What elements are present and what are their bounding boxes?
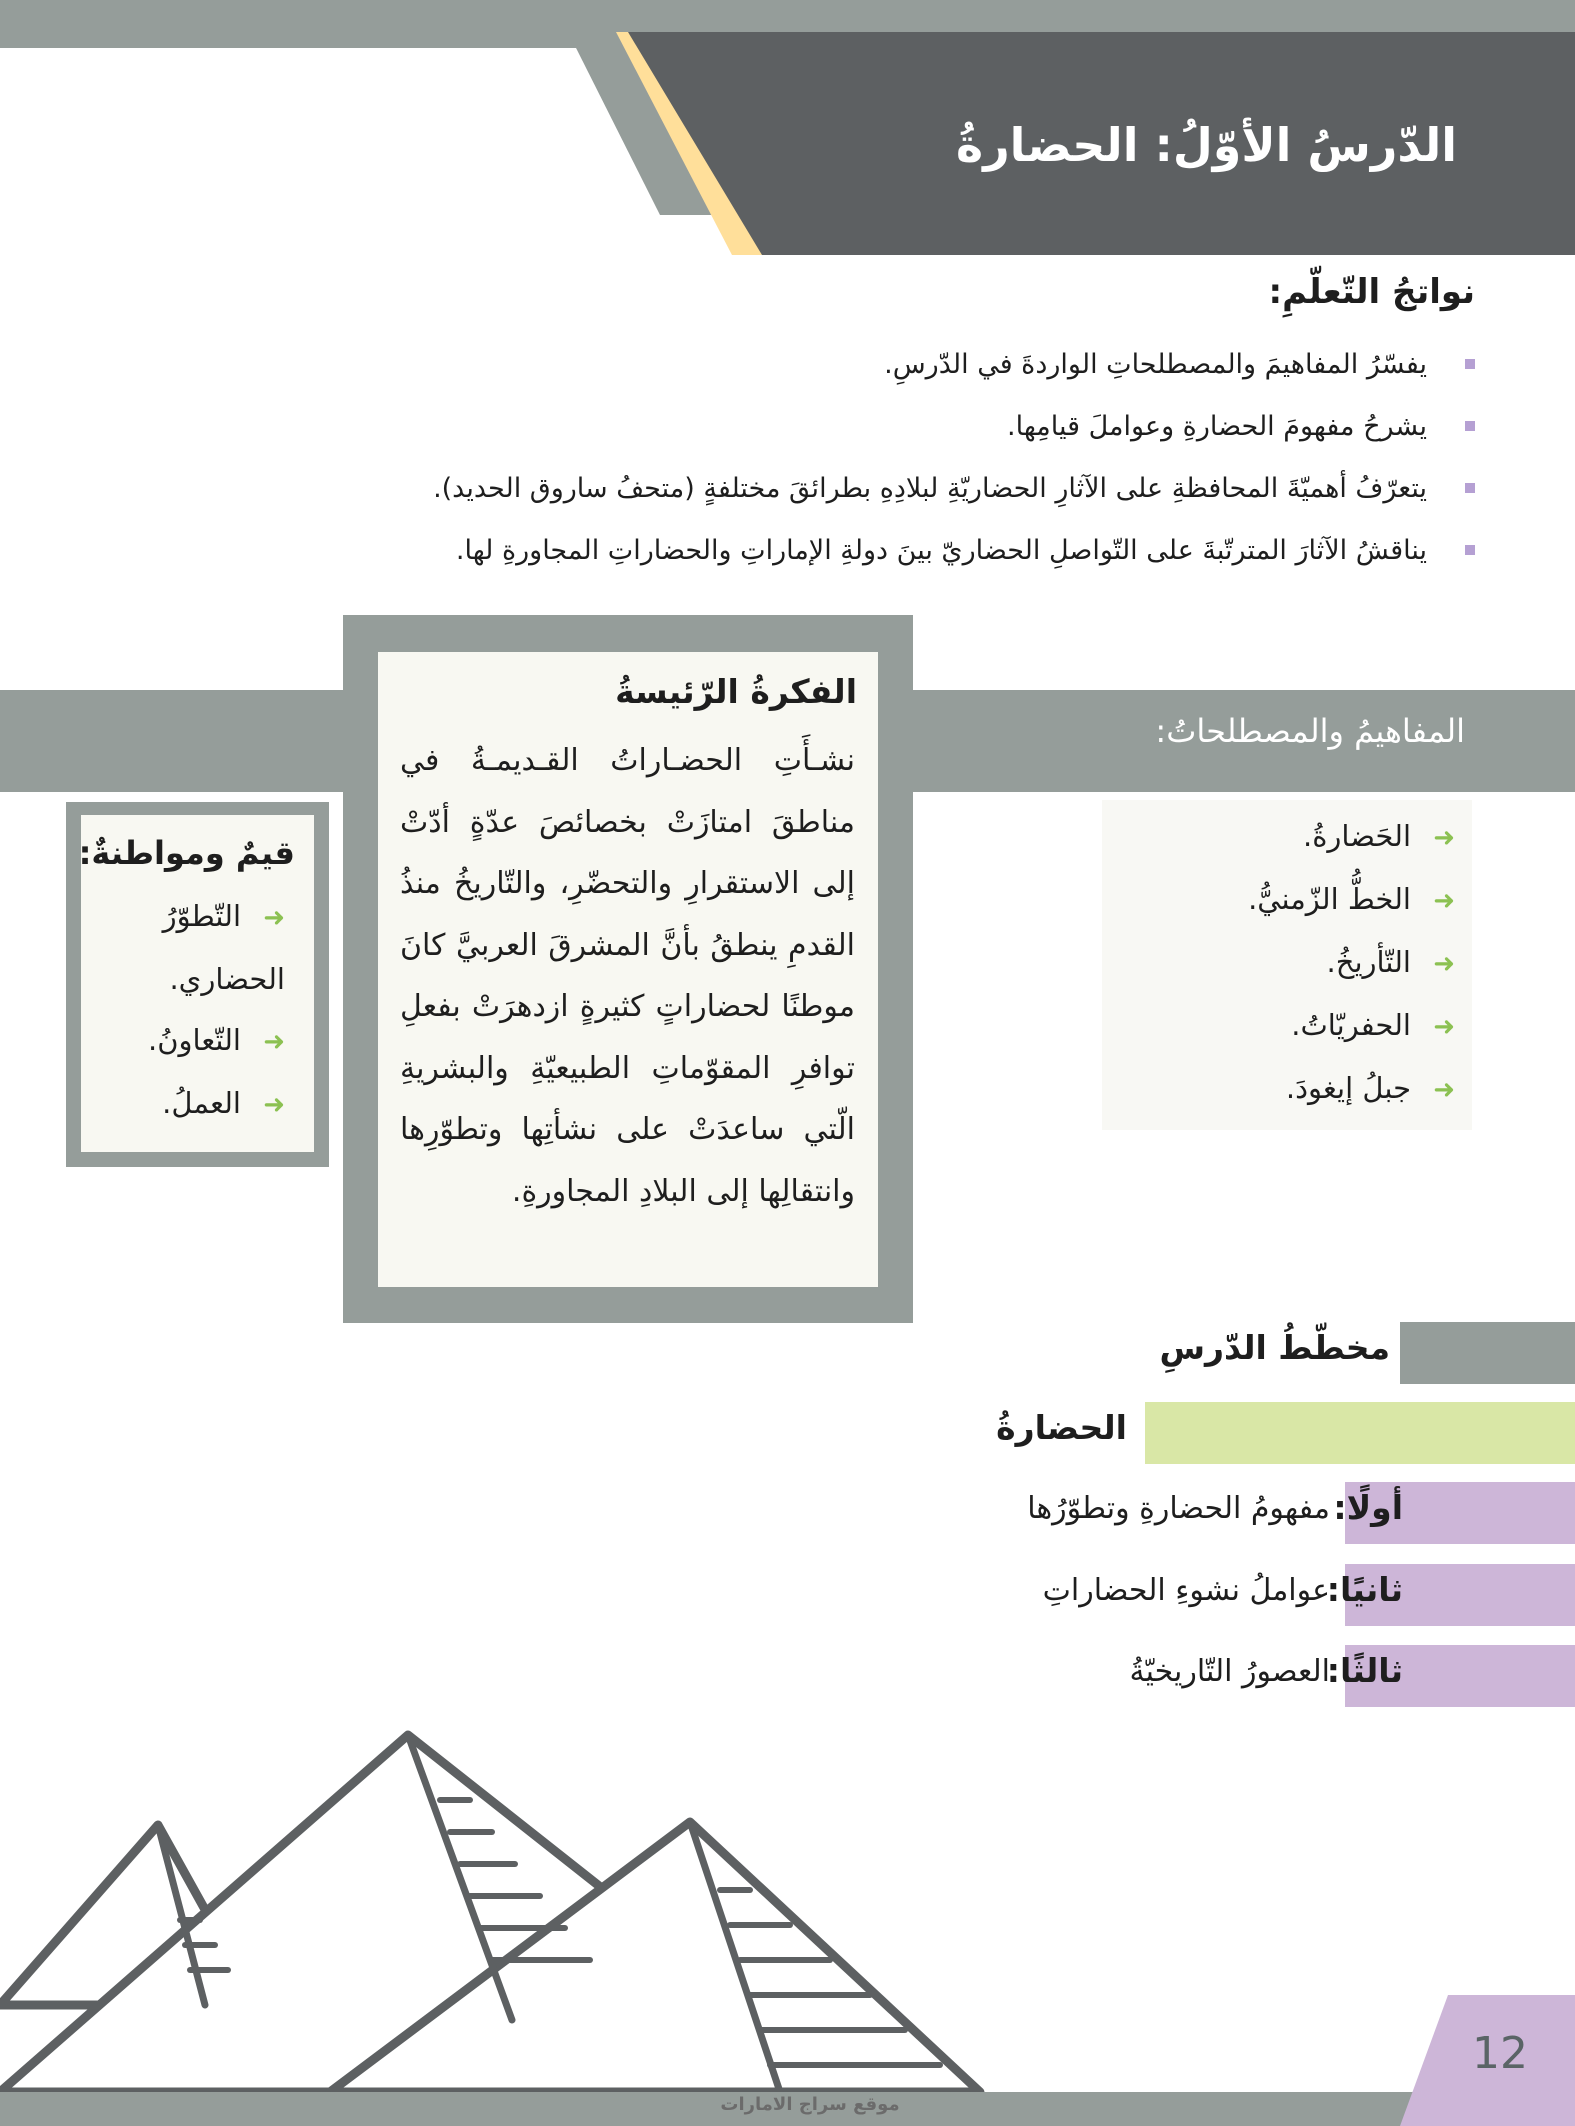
outcome-text: يتعرّفُ أهميّةَ المحافظةِ على الآثارِ الحضاريّةِ لبلادِهِ بطرائقَ مختلفةٍ (متحفُ ساروق الحديد). [433, 473, 1427, 504]
outcome-item [145, 396, 1475, 458]
values-heading: قيمٌ ومواطنةٌ: [78, 834, 295, 872]
plan-label-third: ثالثًا: [1326, 1651, 1403, 1690]
value-item [95, 1073, 285, 1136]
outcome-text: يناقشُ الآثارَ المترتّبةَ على التّواصلِ الحضاريّ بينَ دولةِ الإماراتِ والحضاراتِ المجاورةِ لها. [455, 535, 1427, 566]
main-idea-text: نشـأَتِ الحضـاراتُ القـديمـةُ في مناطقَ امتازَتْ بخصائصَ عدّةٍ أدّتْ إلى الاستقرارِ والتحضّرِ، والتّاريخُ منذُ القدمِ ينطقُ بأنَّ المشرقَ العربيَّ كانَ موطنًا لحضاراتٍ كثيرةٍ ازدهرَتْ بفعلِ توافرِ المقوّماتِ الطبيعيّةِ والبشريةِ الّتي ساعدَتْ على نشأتِها وتطوّرِها وانتقالِها إلى البلادِ المجاورةِ. [400, 743, 855, 1209]
concept-item [1248, 932, 1455, 995]
square-bullet-icon [1465, 359, 1475, 369]
green-arrow-icon: ➜ [1433, 1075, 1455, 1105]
plan-text-third: العصورُ التّاريخيّةُ [1129, 1654, 1330, 1689]
plan-text-first: مفهومُ الحضارةِ وتطوّرُها [1027, 1491, 1330, 1526]
green-arrow-icon: ➜ [1433, 823, 1455, 853]
value-item [95, 1010, 285, 1073]
green-arrow-icon: ➜ [1433, 886, 1455, 916]
plan-heading-bar [1400, 1322, 1575, 1384]
plan-label-second: ثانيًا: [1326, 1570, 1403, 1609]
plan-section-bar [1145, 1402, 1575, 1464]
outcome-item [145, 458, 1475, 520]
green-arrow-icon: ➜ [1433, 1012, 1455, 1042]
concept-item [1248, 995, 1455, 1058]
plan-text-second: عواملُ نشوءِ الحضاراتِ [1042, 1573, 1330, 1608]
plan-heading: مخطّطُ الدّرسِ [1159, 1328, 1390, 1367]
square-bullet-icon [1465, 483, 1475, 493]
square-bullet-icon [1465, 545, 1475, 555]
value-text: العملُ. [162, 1086, 241, 1120]
value-text: التّعاونُ. [148, 1023, 241, 1057]
value-item [95, 886, 285, 1010]
concept-item [1248, 1058, 1455, 1121]
outcome-text: يشرحُ مفهومَ الحضارةِ وعواملَ قيامِها. [1007, 411, 1427, 442]
value-text: التّطوّرُ الحضاري. [162, 899, 285, 996]
green-arrow-icon: ➜ [1433, 949, 1455, 979]
plan-label-first: أولًا: [1333, 1488, 1403, 1527]
concept-text: جبلُ إيغودَ. [1285, 1071, 1411, 1105]
square-bullet-icon [1465, 421, 1475, 431]
concept-text: الحفريّاتُ. [1291, 1008, 1411, 1042]
main-idea-heading: الفكرةُ الرّئيسةُ [615, 672, 857, 711]
concept-item [1248, 869, 1455, 932]
concepts-list [1248, 806, 1455, 1121]
green-arrow-icon: ➜ [263, 1027, 285, 1057]
plan-section-title: الحضارةُ [996, 1408, 1127, 1447]
green-arrow-icon: ➜ [263, 903, 285, 933]
lesson-title: الدّرسُ الأوّلُ: الحضارةُ [956, 118, 1457, 172]
footer-site-name: موقع سراج الامارات [720, 2094, 900, 2115]
values-list [95, 886, 285, 1136]
outcome-item [145, 520, 1475, 582]
green-arrow-icon: ➜ [263, 1090, 285, 1120]
concepts-heading: المفاهيمُ والمصطلحاتُ: [1155, 712, 1465, 750]
concept-item [1248, 806, 1455, 869]
outcome-text: يفسّرُ المفاهيمَ والمصطلحاتِ الواردةَ في الدّرسِ. [884, 349, 1427, 380]
concept-text: الحَضارةُ. [1302, 819, 1411, 853]
outcome-item [145, 334, 1475, 396]
outcomes-heading: نواتجُ التّعلّمِ: [1268, 272, 1475, 312]
pyramids-illustration [0, 1720, 1100, 2092]
page-number: 12 [1472, 2028, 1528, 2079]
outcomes-list [145, 334, 1475, 582]
concept-text: الخطُّ الزّمنيُّ. [1248, 882, 1411, 916]
concept-text: التّأريخُ. [1326, 945, 1411, 979]
